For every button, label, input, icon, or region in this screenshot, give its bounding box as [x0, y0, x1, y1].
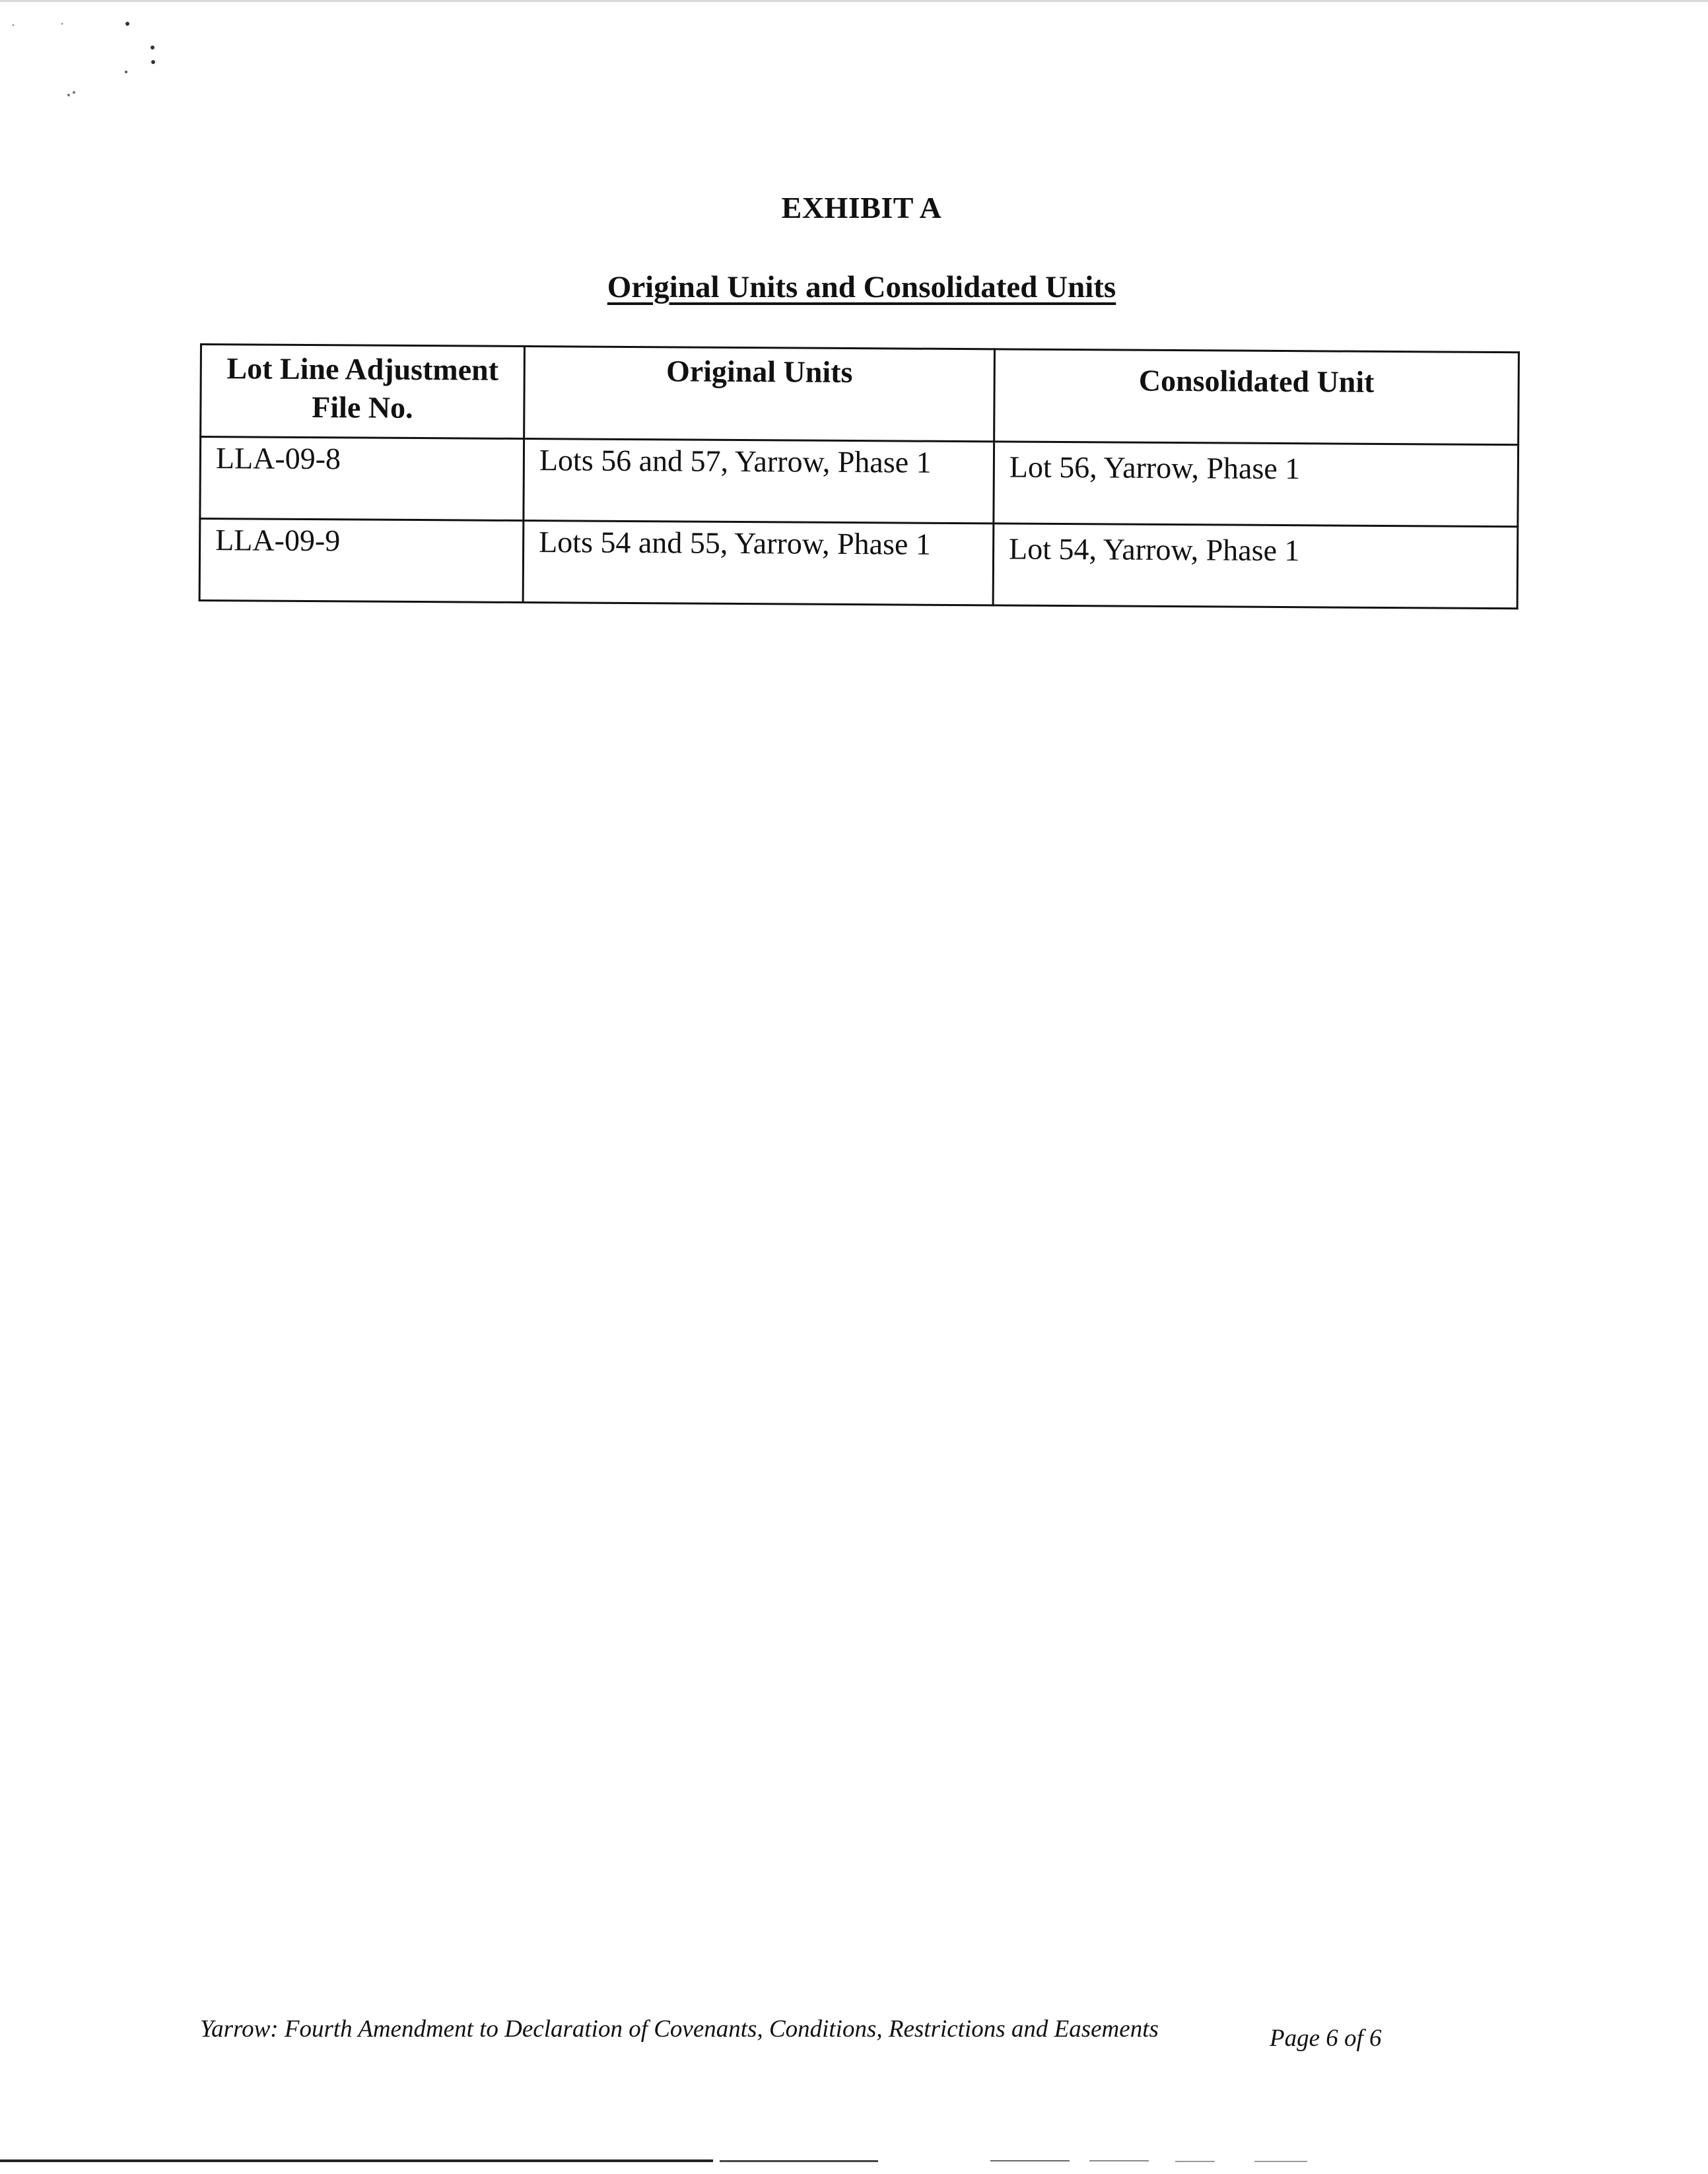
header-file-no: Lot Line Adjustment File No. — [201, 345, 525, 439]
cell-consolidated-unit: Lot 56, Yarrow, Phase 1 — [994, 442, 1519, 527]
table-header-row — [201, 345, 1519, 445]
cell-file-no: LLA-09-9 — [199, 519, 524, 603]
table-row — [200, 437, 1519, 527]
header-original-units: Original Units — [524, 347, 995, 442]
units-table — [199, 343, 1520, 609]
scan-specks — [0, 0, 198, 132]
header-consolidated-unit: Consolidated Unit — [994, 349, 1519, 445]
cell-original-units: Lots 54 and 55, Yarrow, Phase 1 — [523, 520, 994, 605]
exhibit-subtitle — [0, 269, 1708, 305]
cell-original-units: Lots 56 and 57, Yarrow, Phase 1 — [524, 438, 994, 523]
cell-consolidated-unit: Lot 54, Yarrow, Phase 1 — [993, 524, 1518, 609]
footer-document-title: Yarrow: Fourth Amendment to Declaration of Covenants, Conditions, Restrictions and Easements — [200, 2016, 1159, 2043]
exhibit-subtitle-text: Original Units and Consolidated Units — [607, 270, 1116, 304]
cell-file-no: LLA-09-8 — [200, 437, 524, 521]
footer-page-number: Page 6 of 6 — [1270, 2025, 1382, 2052]
scan-bottom-edge — [0, 2157, 1708, 2164]
page-top-edge — [0, 0, 1708, 2]
table-row — [199, 519, 1518, 609]
exhibit-title: EXHIBIT A — [781, 191, 942, 224]
